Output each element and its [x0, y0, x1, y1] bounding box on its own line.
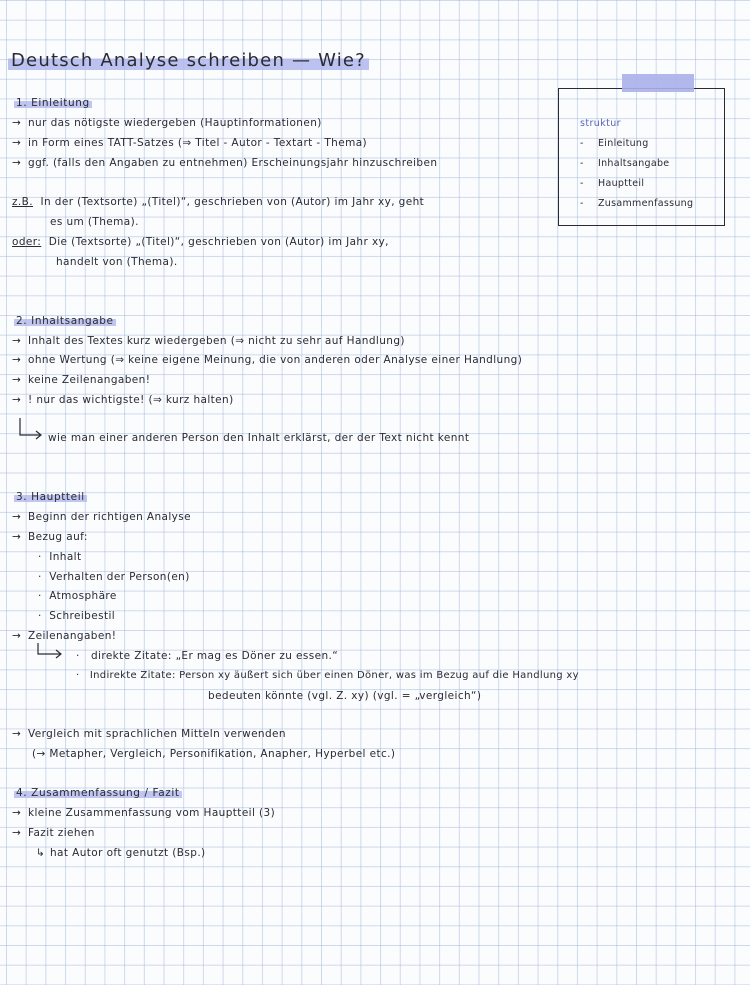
quote-direct-text: direkte Zitate: „Er mag es Döner zu essen.“: [90, 650, 339, 662]
section-heading-text: 4. Zusammenfassung / Fazit: [16, 787, 180, 799]
sub-list-item-text: Schreibestil: [49, 610, 116, 622]
list-item-text: ggf. (falls den Angaben zu entnehmen) Erscheinungsjahr hinzuschreiben: [28, 157, 438, 169]
quote-indirect-text: Indirekte Zitate: Person xy äußert sich über einen Döner, was im Bezug auf die Handlung xy: [89, 670, 579, 681]
list-item-text: ohne Wertung (⇒ keine eigene Meinung, die von anderen oder Analyse einer Handlung): [28, 354, 523, 366]
example-line: es um (Thema).: [50, 216, 139, 228]
structure-item: - Zusammenfassung: [580, 198, 694, 209]
list-item: → Bezug auf:: [12, 531, 88, 543]
sub-list-item: · Verhalten der Person(en): [38, 571, 190, 583]
sub-list-item: · Inhalt: [38, 551, 82, 563]
section-heading-conclusion: [14, 787, 182, 799]
example-label: z.B.: [12, 196, 33, 208]
quote-indirect: · Indirekte Zitate: Person xy äußert sich über einen Döner, was im Bezug auf die Handlung xy: [76, 670, 579, 681]
list-item: → Beginn der richtigen Analyse: [12, 511, 192, 523]
structure-item: - Hauptteil: [580, 178, 645, 189]
sub-list-item-text: hat Autor oft genutzt (Bsp.): [50, 847, 206, 859]
page-title-text: Deutsch Analyse schreiben — Wie?: [8, 50, 369, 71]
list-item-text: nur das nötigste wiedergeben (Hauptinformationen): [28, 117, 322, 129]
list-item-text: in Form eines TATT-Satzes (⇒ Titel - Autor - Textart - Thema): [28, 137, 368, 149]
list-item: → kleine Zusammenfassung vom Hauptteil (3): [12, 807, 276, 819]
sub-list-item: ↳ hat Autor oft genutzt (Bsp.): [36, 847, 206, 859]
list-item: → keine Zeilenangaben!: [12, 374, 151, 386]
list-item: → Inhalt des Textes kurz wiedergeben (⇒ nicht zu sehr auf Handlung): [12, 335, 405, 347]
list-item-text: Vergleich mit sprachlichen Mitteln verwenden: [28, 728, 286, 740]
list-item-text: Zeilenangaben!: [28, 630, 117, 642]
list-item-text: Beginn der richtigen Analyse: [28, 511, 192, 523]
sub-list-item-text: Verhalten der Person(en): [49, 571, 190, 583]
list-item-text: ! nur das wichtigste! (⇒ kurz halten): [28, 394, 234, 406]
alt-label: oder:: [12, 236, 42, 248]
list-item: → ! nur das wichtigste! (⇒ kurz halten): [12, 394, 234, 406]
sub-list-item-text: Inhalt: [49, 551, 82, 563]
example-text: In der (Textsorte) „(Titel)“, geschrieben von (Autor) im Jahr xy, geht: [40, 196, 425, 208]
summary-note: wie man einer anderen Person den Inhalt erklärst, der der Text nicht kennt: [48, 432, 470, 444]
list-item: → Fazit ziehen: [12, 827, 95, 839]
list-item-text: Inhalt des Textes kurz wiedergeben (⇒ nicht zu sehr auf Handlung): [28, 335, 405, 347]
structure-item-label: Inhaltsangabe: [598, 158, 670, 169]
sub-list-item: · Atmosphäre: [38, 590, 117, 602]
structure-box-heading: struktur: [580, 118, 621, 129]
structure-item: - Einleitung: [580, 138, 649, 149]
list-item: → ohne Wertung (⇒ keine eigene Meinung, die von anderen oder Analyse einer Handlung): [12, 354, 523, 366]
structure-item-label: Einleitung: [598, 138, 649, 149]
quote-indirect-line2: bedeuten könnte (vgl. Z. xy) (vgl. = „vergleich“): [208, 690, 482, 702]
list-item-text: kleine Zusammenfassung vom Hauptteil (3): [28, 807, 276, 819]
list-item-text: Bezug auf:: [28, 531, 88, 543]
list-item: → nur das nötigste wiedergeben (Hauptinformationen): [12, 117, 322, 129]
sub-list-item-text: Atmosphäre: [49, 590, 117, 602]
section-heading-text: 3. Hauptteil: [16, 491, 85, 503]
alt-example-line: handelt von (Thema).: [56, 256, 178, 268]
list-item-text: keine Zeilenangaben!: [28, 374, 151, 386]
list-item: → in Form eines TATT-Satzes (⇒ Titel - Autor - Textart - Thema): [12, 137, 368, 149]
list-item: → Vergleich mit sprachlichen Mitteln verwenden: [12, 728, 286, 740]
list-item: → Zeilenangaben!: [12, 630, 117, 642]
list-item: → ggf. (falls den Angaben zu entnehmen) Erscheinungsjahr hinzuschreiben: [12, 157, 438, 169]
structure-item-label: Hauptteil: [598, 178, 645, 189]
list-item-detail: (→ Metapher, Vergleich, Personifikation, Anapher, Hyperbel etc.): [32, 748, 396, 760]
sub-list-item: · Schreibestil: [38, 610, 116, 622]
section-heading-text: 2. Inhaltsangabe: [16, 315, 114, 327]
quote-direct: · direkte Zitate: „Er mag es Döner zu essen.“: [76, 650, 339, 662]
alt-text: Die (Textsorte) „(Titel)“, geschrieben von (Autor) im Jahr xy,: [48, 236, 389, 248]
section-heading-text: 1. Einleitung: [16, 97, 90, 109]
structure-item: - Inhaltsangabe: [580, 158, 670, 169]
structure-item-label: Zusammenfassung: [598, 198, 694, 209]
list-item-text: Fazit ziehen: [28, 827, 95, 839]
